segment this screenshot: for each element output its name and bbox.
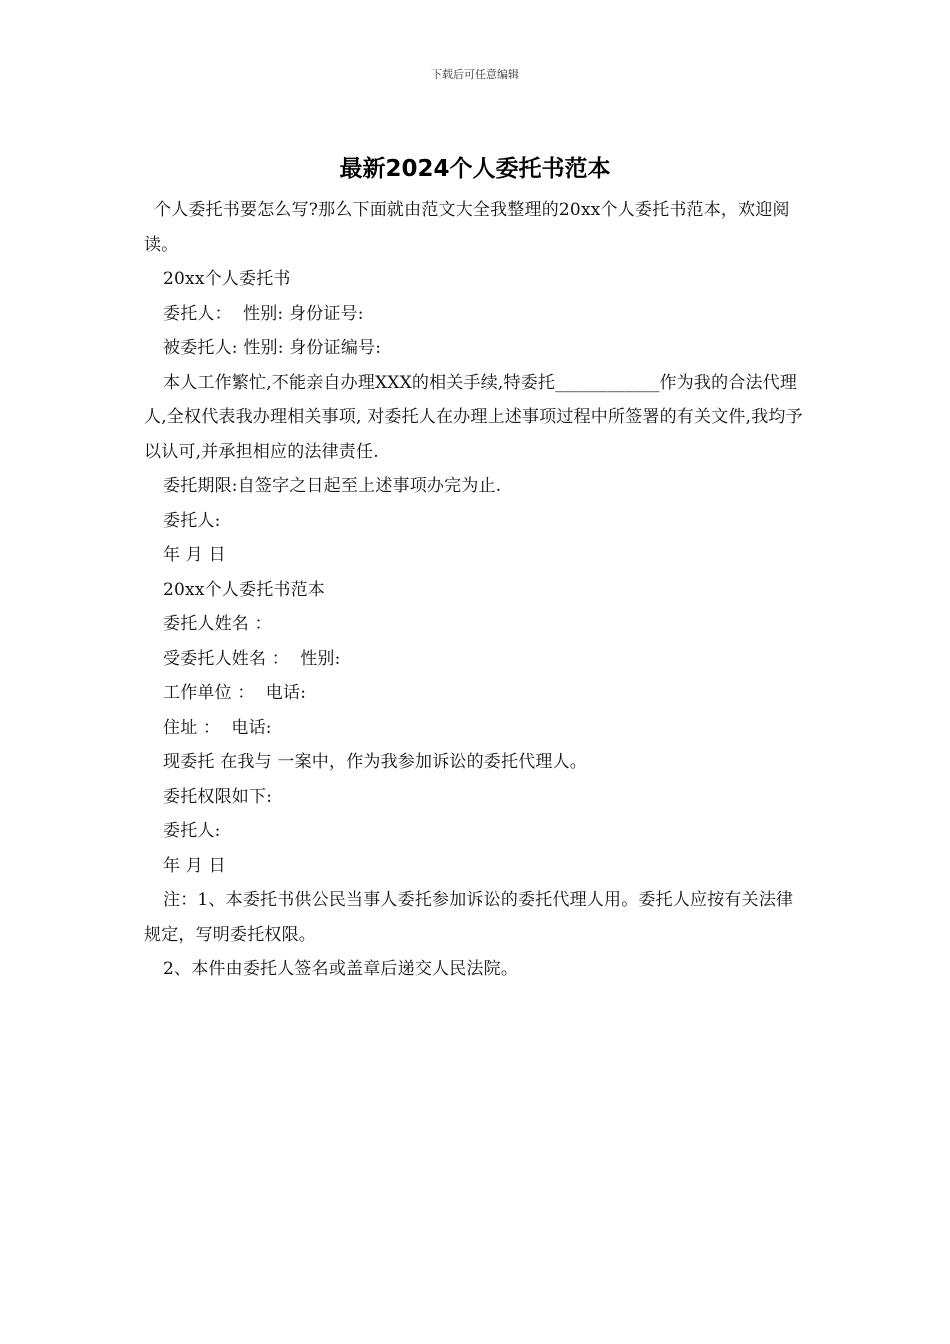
section-heading-letter: 20xx个人委托书 [163,269,291,289]
document-title: 最新2024个人委托书范本 [339,156,611,182]
paragraph-intro: 个人委托书要怎么写?那么下面就由范文大全我整理的20xx个人委托书范本，欢迎阅读。 [144,200,790,255]
field-agent-name: 受委托人姓名 ： 性别: [163,648,341,669]
note-1: 注：1、本委托书供公民当事人委托参加诉讼的委托代理人用。委托人应按有关法律规定，写明委托权限。 [144,890,794,945]
field-date: 年 月 日 [163,545,226,565]
section-heading-template: 20xx个人委托书范本 [163,579,326,600]
paragraph-authorization: 本人工作繁忙,不能亲自办理XXX的相关手续,特委托____________作为我的合法代理人,全权代表我办理相关事项, 对委托人在办理上述事项过程中所签署的有关文件,我均予以认可,并承担相应的法律责任. [144,372,803,462]
field-term: 委托期限:自签字之日起至上述事项办完为止. [163,476,502,496]
document-body [144,193,808,987]
field-work-unit: 工作单位 ： 电话: [163,683,307,703]
field-principal: 委托人： 性别: 身份证号: [163,303,364,324]
paragraph-case: 现委托 在我与 一案中，作为我参加诉讼的委托代理人。 [163,752,588,772]
note-2: 2、本件由委托人签名或盖章后递交人民法院。 [163,959,519,979]
field-signature-2: 委托人: [163,821,221,841]
field-principal-name: 委托人姓名 ： [163,614,272,634]
field-date-2: 年 月 日 [163,855,226,876]
field-address: 住址 ： 电话: [163,717,272,738]
field-signature: 委托人: [163,510,221,531]
field-agent: 被委托人: 性别: 身份证编号: [163,338,382,358]
field-scope: 委托权限如下: [163,786,273,807]
page-header-note: 下载后可任意编辑 [431,68,519,81]
